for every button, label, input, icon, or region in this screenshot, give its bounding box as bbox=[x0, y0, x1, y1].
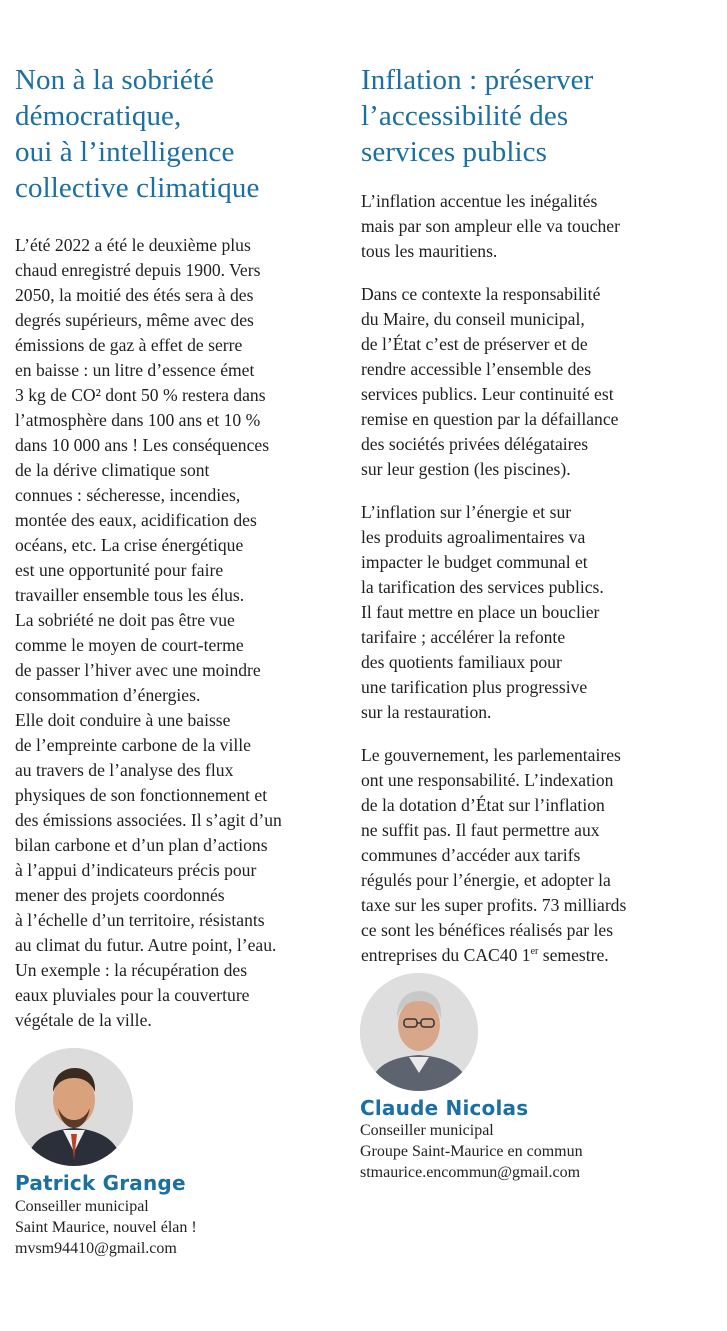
body-line: la tarification des services publics. bbox=[361, 577, 604, 597]
right-article-body bbox=[361, 189, 691, 968]
body-line: bilan carbone et d’un plan d’actions bbox=[15, 835, 268, 855]
body-line: physiques de son fonctionnement et bbox=[15, 785, 268, 805]
paragraph bbox=[361, 189, 691, 264]
body-line: services publics. Leur continuité est bbox=[361, 384, 614, 404]
signature-name: Claude Nicolas bbox=[360, 1096, 529, 1120]
body-line: des quotients familiaux pour bbox=[361, 652, 562, 672]
body-line: tous les mauritiens. bbox=[361, 241, 498, 261]
paragraph bbox=[361, 500, 691, 725]
body-line: au climat du futur. Autre point, l’eau. bbox=[15, 935, 277, 955]
avatar-claude-nicolas bbox=[360, 973, 478, 1091]
body-line: de passer l’hiver avec une moindre bbox=[15, 660, 261, 680]
last-line-prefix: entreprises du CAC40 1 bbox=[361, 945, 531, 965]
signature-group: Groupe Saint-Maurice en commun bbox=[360, 1143, 583, 1160]
title-line: collective climatique bbox=[15, 172, 260, 204]
body-line: des sociétés privées délégataires bbox=[361, 434, 589, 454]
body-line: montée des eaux, acidification des bbox=[15, 510, 257, 530]
body-line: régulés pour l’énergie, et adopter la bbox=[361, 870, 611, 890]
body-line: à l’échelle d’un territoire, résistants bbox=[15, 910, 265, 930]
signature-group: Saint Maurice, nouvel élan ! bbox=[15, 1219, 197, 1236]
body-line-last bbox=[361, 943, 691, 968]
body-line: 2050, la moitié des étés sera à des bbox=[15, 285, 254, 305]
portrait-image bbox=[15, 1048, 133, 1166]
body-line: L’inflation accentue les inégalités bbox=[361, 191, 598, 211]
body-line: Le gouvernement, les parlementaires bbox=[361, 745, 621, 765]
avatar-patrick-grange bbox=[15, 1048, 133, 1166]
body-line: du Maire, du conseil municipal, bbox=[361, 309, 585, 329]
body-line: sur leur gestion (les piscines). bbox=[361, 459, 571, 479]
left-article-title bbox=[15, 62, 345, 206]
body-line: connues : sécheresse, incendies, bbox=[15, 485, 241, 505]
last-line-suffix: semestre. bbox=[538, 945, 609, 965]
body-line: eaux pluviales pour la couverture bbox=[15, 985, 250, 1005]
body-line: chaud enregistré depuis 1900. Vers bbox=[15, 260, 261, 280]
body-line: 3 kg de CO² dont 50 % restera dans bbox=[15, 385, 266, 405]
right-article bbox=[361, 62, 691, 986]
body-line: mener des projets coordonnés bbox=[15, 885, 225, 905]
body-line: degrés supérieurs, même avec des bbox=[15, 310, 254, 330]
right-article-title bbox=[361, 62, 691, 170]
body-line: Il faut mettre en place un bouclier bbox=[361, 602, 600, 622]
body-line: Un exemple : la récupération des bbox=[15, 960, 248, 980]
last-line-superscript: er bbox=[530, 946, 539, 958]
portrait-image bbox=[360, 973, 478, 1091]
body-line: de l’État c’est de préserver et de bbox=[361, 334, 588, 354]
body-line: une tarification plus progressive bbox=[361, 677, 588, 697]
left-article bbox=[15, 62, 345, 1033]
body-line: est une opportunité pour faire bbox=[15, 560, 224, 580]
body-line: de la dotation d’État sur l’inflation bbox=[361, 795, 605, 815]
body-line: L’été 2022 a été le deuxième plus bbox=[15, 235, 251, 255]
body-line: L’inflation sur l’énergie et sur bbox=[361, 502, 572, 522]
body-line: ce sont les bénéfices réalisés par les bbox=[361, 920, 614, 940]
body-line: Dans ce contexte la responsabilité bbox=[361, 284, 601, 304]
signature-email[interactable]: mvsm94410@gmail.com bbox=[15, 1240, 177, 1257]
body-line: La sobriété ne doit pas être vue bbox=[15, 610, 235, 630]
body-line: Elle doit conduire à une baisse bbox=[15, 710, 231, 730]
body-line: océans, etc. La crise énergétique bbox=[15, 535, 244, 555]
body-line: à l’appui d’indicateurs précis pour bbox=[15, 860, 257, 880]
body-line: sur la restauration. bbox=[361, 702, 492, 722]
body-line: ne suffit pas. Il faut permettre aux bbox=[361, 820, 600, 840]
body-line: comme le moyen de court-terme bbox=[15, 635, 244, 655]
body-line: des émissions associées. Il s’agit d’un bbox=[15, 810, 282, 830]
body-line: de l’empreinte carbone de la ville bbox=[15, 735, 251, 755]
body-line: communes d’accéder aux tarifs bbox=[361, 845, 581, 865]
body-line: émissions de gaz à effet de serre bbox=[15, 335, 243, 355]
body-line: l’atmosphère dans 100 ans et 10 % bbox=[15, 410, 261, 430]
body-line: de la dérive climatique sont bbox=[15, 460, 210, 480]
title-line: services publics bbox=[361, 136, 548, 168]
body-line: en baisse : un litre d’essence émet bbox=[15, 360, 255, 380]
body-line: taxe sur les super profits. 73 milliards bbox=[361, 895, 627, 915]
body-line: végétale de la ville. bbox=[15, 1010, 152, 1030]
title-line: démocratique, bbox=[15, 100, 182, 132]
signature-role: Conseiller municipal bbox=[360, 1122, 494, 1139]
body-line: remise en question par la défaillance bbox=[361, 409, 619, 429]
body-line: dans 10 000 ans ! Les conséquences bbox=[15, 435, 270, 455]
signature-email[interactable]: stmaurice.encommun@gmail.com bbox=[360, 1164, 581, 1181]
paragraph bbox=[361, 743, 691, 968]
body-line: impacter le budget communal et bbox=[361, 552, 588, 572]
title-line: oui à l’intelligence bbox=[15, 136, 235, 168]
title-line: Inflation : préserver bbox=[361, 64, 594, 96]
title-line: Non à la sobriété bbox=[15, 64, 214, 96]
paragraph bbox=[361, 282, 691, 482]
body-line: au travers de l’analyse des flux bbox=[15, 760, 234, 780]
body-line: mais par son ampleur elle va toucher bbox=[361, 216, 620, 236]
body-line: tarifaire ; accélérer la refonte bbox=[361, 627, 566, 647]
body-line: rendre accessible l’ensemble des bbox=[361, 359, 592, 379]
body-line: consommation d’énergies. bbox=[15, 685, 201, 705]
body-line: ont une responsabilité. L’indexation bbox=[361, 770, 614, 790]
signature-role: Conseiller municipal bbox=[15, 1198, 149, 1215]
title-line: l’accessibilité des bbox=[361, 100, 569, 132]
left-article-body bbox=[15, 233, 345, 1033]
body-line: travailler ensemble tous les élus. bbox=[15, 585, 245, 605]
body-line: les produits agroalimentaires va bbox=[361, 527, 586, 547]
signature-name: Patrick Grange bbox=[15, 1171, 186, 1195]
